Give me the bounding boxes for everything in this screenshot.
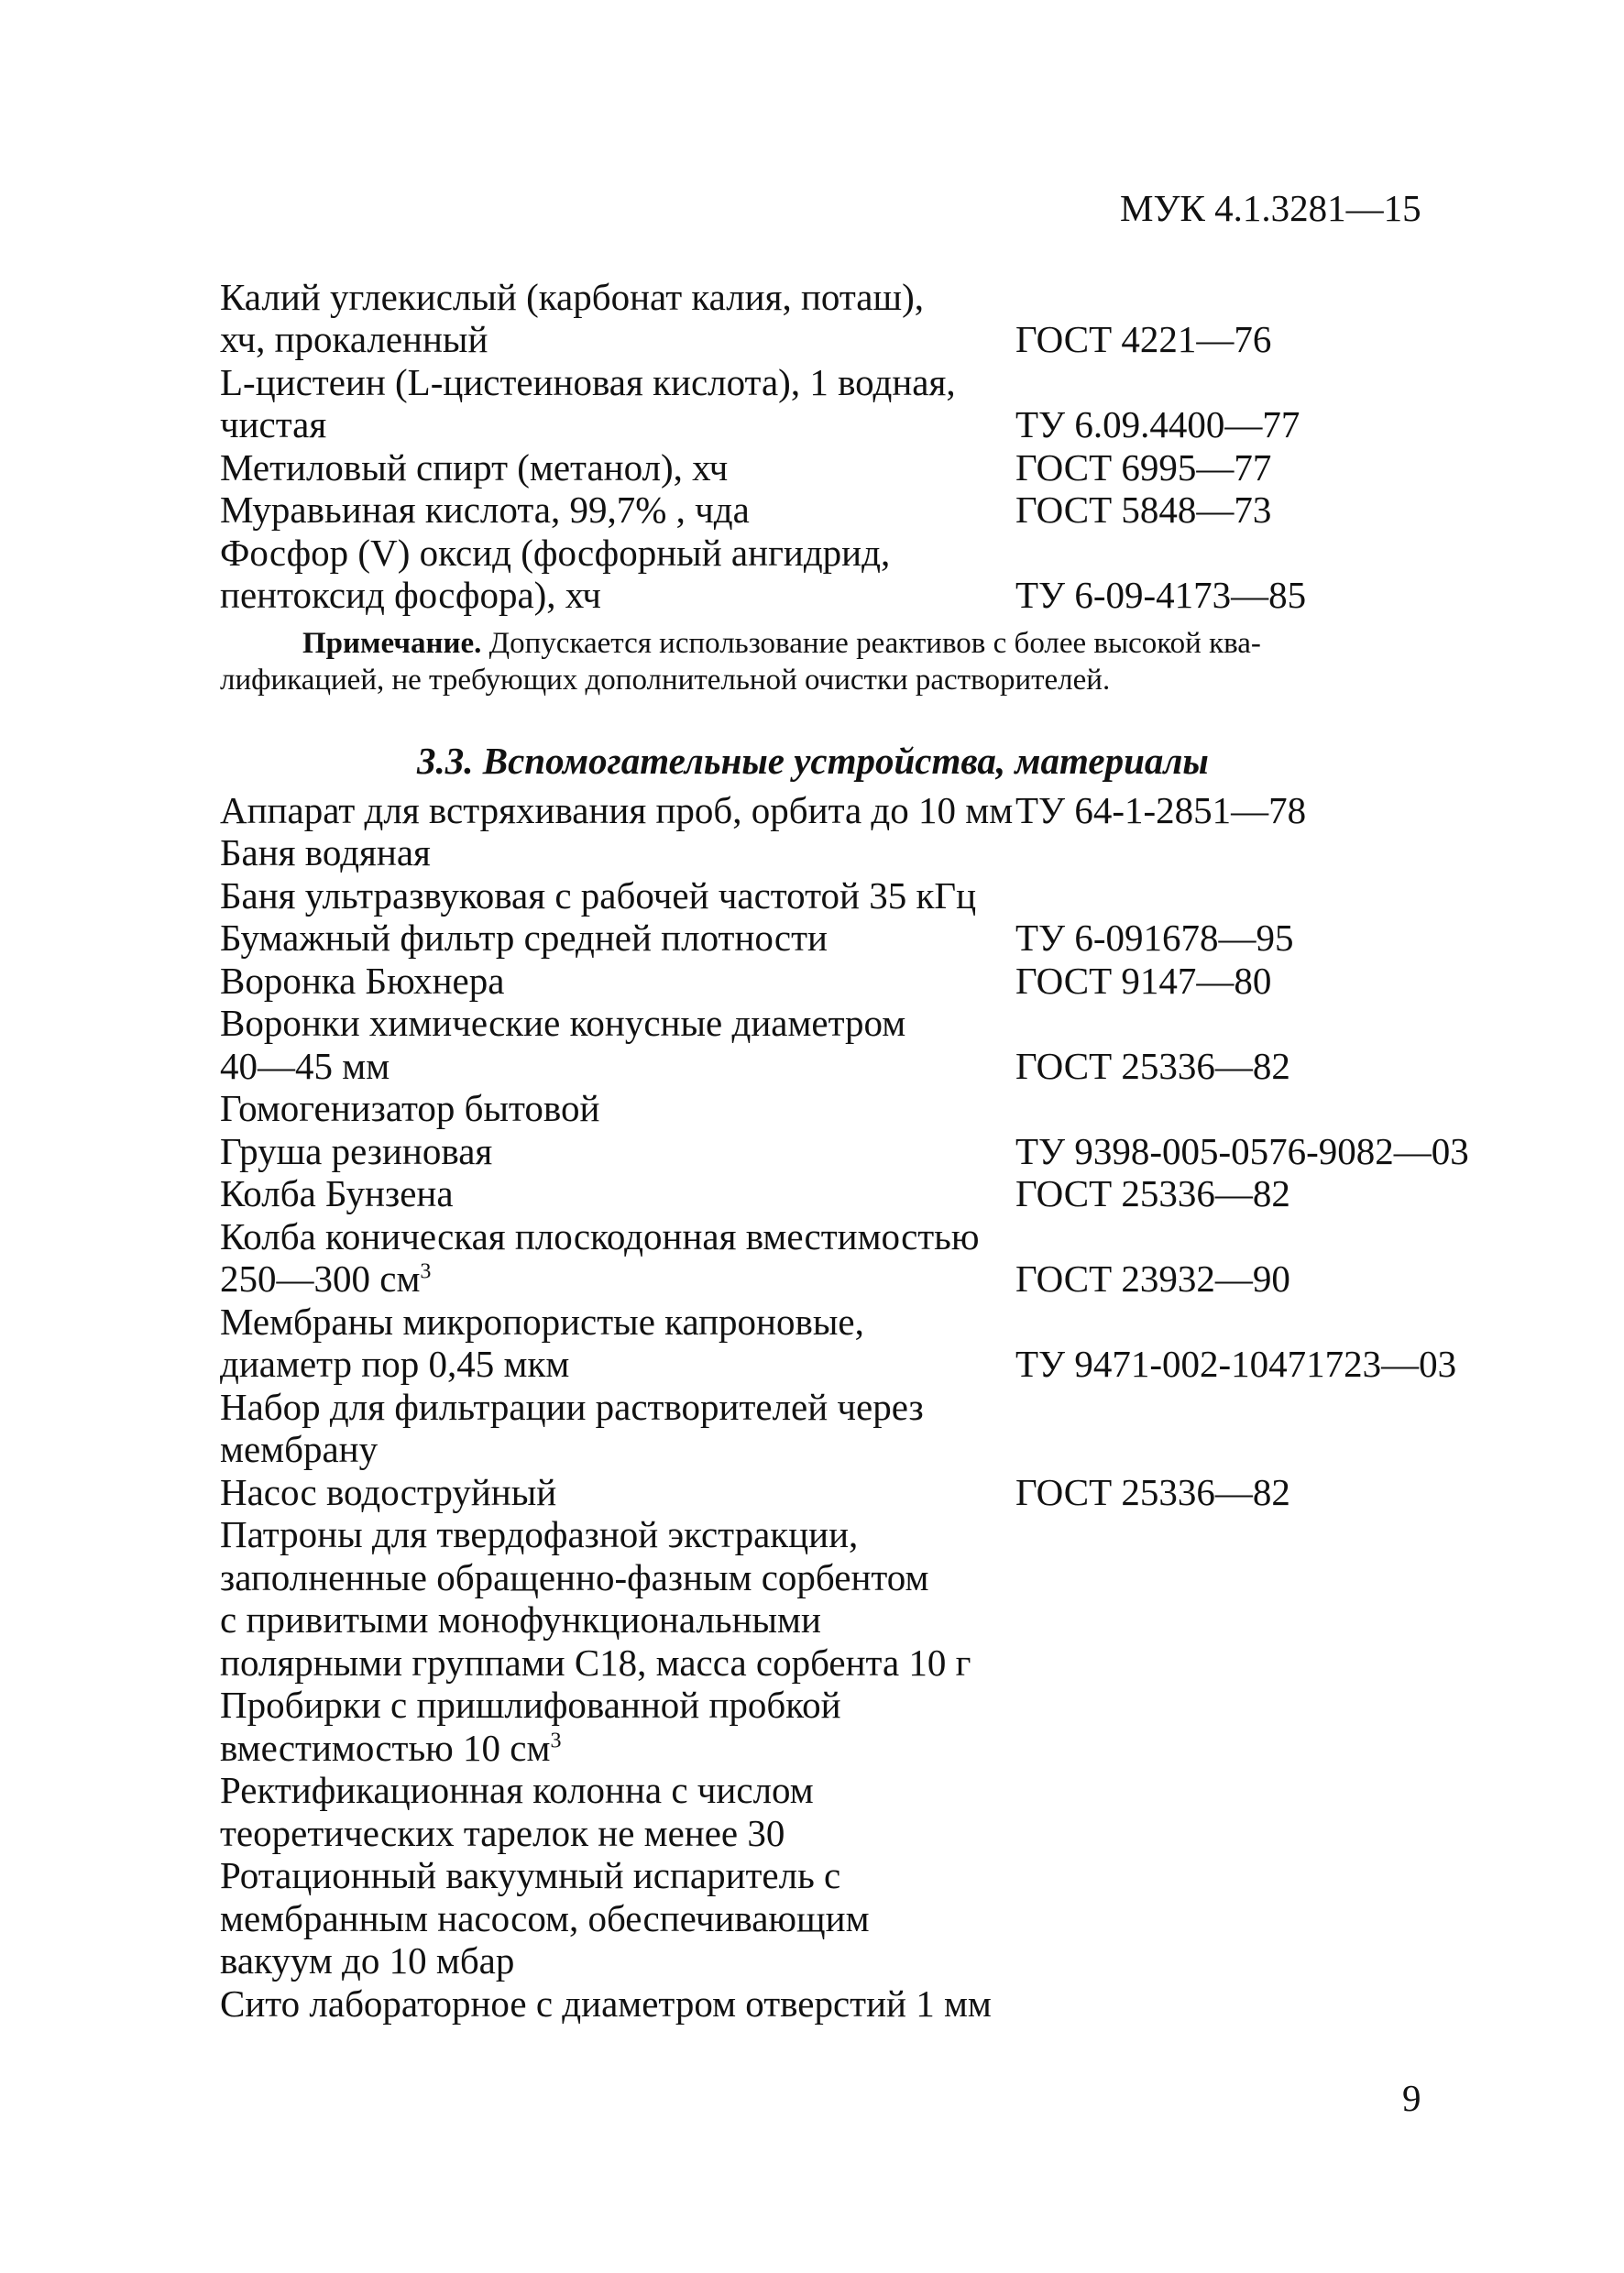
materials-list [220,788,1503,2025]
material-row [220,1811,1503,1854]
material-standard: ТУ 6-091678—95 [1015,917,1294,959]
material-name: Колба коническая плоскодонная вместимостью [220,1214,980,1257]
material-name: мембранным насосом, обеспечивающим [220,1896,870,1939]
material-row [220,1044,1503,1087]
material-name: Воронка Бюхнера [220,959,505,1002]
reagent-row [220,360,1503,403]
reagent-row [220,574,1503,617]
material-row [220,1257,1503,1301]
material-name: Патроны для твердофазной экстракции, [220,1513,859,1555]
material-name: Ротационный вакуумный испаритель с [220,1854,841,1896]
material-row [220,1214,1503,1257]
reagent-name: Фосфор (V) оксид (фосфорный ангидрид, [220,531,891,574]
reagent-name: Метиловый спирт (метанол), хч [220,445,729,489]
reagent-row [220,403,1503,446]
reagent-row [220,318,1503,361]
reagent-standard: ГОСТ 5848—73 [1015,489,1272,531]
material-row [220,1896,1503,1939]
material-name: диаметр пор 0,45 мкм [220,1343,570,1385]
material-row [220,1939,1503,1982]
reagent-name: L-цистеин (L-цистеиновая кислота), 1 водная, [220,360,956,403]
note-text-line1: Допускается использование реактивов с более высокой ква- [481,627,1261,660]
material-name: Насос водоструйный [220,1470,557,1513]
material-row [220,1470,1503,1513]
reagent-row [220,275,1503,318]
reagent-standard: ТУ 6.09.4400—77 [1015,403,1300,445]
section-title: 3.3. Вспомогательные устройства, материалы [417,740,1209,782]
material-row [220,873,1503,917]
material-name: Бумажный фильтр средней плотности [220,917,828,959]
reagent-standard: ГОСТ 4221—76 [1015,318,1272,360]
note-text-line2: лификацией, не требующих дополнительной очистки растворителей. [220,664,1111,697]
material-name: мембрану [220,1428,379,1470]
material-standard: ГОСТ 25336—82 [1015,1172,1290,1214]
reagent-row [220,489,1503,532]
material-row [220,1002,1503,1045]
material-standard: ГОСТ 25336—82 [1015,1044,1290,1087]
reagent-row [220,531,1503,574]
material-row [220,1726,1503,1769]
material-row [220,1343,1503,1386]
material-row [220,1982,1503,2025]
material-standard: ТУ 64-1-2851—78 [1015,788,1307,831]
material-name: Баня ультразвуковая с рабочей частотой 35 кГц [220,873,977,917]
material-name: Колба Бунзена [220,1172,454,1214]
material-name: Баня водяная [220,831,431,873]
material-name: с привитыми монофункциональными [220,1598,821,1641]
material-name: 250—300 $см^3$ [220,1257,432,1300]
material-row [220,1300,1503,1343]
material-row [220,1129,1503,1172]
material-row [220,917,1503,960]
material-standard: ГОСТ 25336—82 [1015,1470,1290,1513]
material-name: Мембраны микропористые капроновые, [220,1300,864,1343]
material-row [220,1769,1503,1812]
material-standard: ГОСТ 9147—80 [1015,959,1272,1002]
note-label: Примечание. [302,627,482,660]
material-row [220,1385,1503,1428]
material-standard: ГОСТ 23932—90 [1015,1257,1290,1300]
material-name: Гомогенизатор бытовой [220,1087,600,1129]
material-name: Воронки химические конусные диаметром [220,1002,906,1044]
material-name: вместимостью 10 $см^3$ [220,1726,562,1769]
material-row [220,1641,1503,1684]
reagent-standard: ГОСТ 6995—77 [1015,445,1272,489]
page-number: 9 [1402,2077,1421,2119]
material-row [220,1513,1503,1556]
material-row [220,1684,1503,1727]
material-name: Пробирки с пришлифованной пробкой [220,1684,841,1726]
material-name: Ректификационная колонна с числом [220,1769,814,1811]
material-name: теоретических тарелок не менее 30 [220,1811,785,1854]
material-row [220,1172,1503,1215]
material-row [220,1854,1503,1897]
reagent-name: Калий углекислый (карбонат калия, поташ), [220,275,924,318]
superscript: 3 [550,1728,562,1752]
reagent-name: Муравьиная кислота, 99,7% , чда [220,489,750,531]
material-name: 40—45 мм [220,1044,390,1087]
material-standard: ТУ 9471-002-10471723—03 [1015,1343,1457,1385]
material-name: Аппарат для встряхивания проб, орбита до 10 мм [220,788,1014,831]
reagent-name: пентоксид фосфора), хч [220,574,601,616]
document-code-header: МУК 4.1.3281—15 [1120,187,1421,229]
superscript: 3 [420,1259,432,1284]
material-row [220,1428,1503,1471]
reagents-list [220,275,1503,616]
reagent-standard: ТУ 6-09-4173—85 [1015,574,1307,616]
material-row [220,1087,1503,1130]
reagent-name: хч, прокаленный [220,318,488,360]
material-row [220,1598,1503,1642]
material-standard: ТУ 9398-005-0576-9082—03 [1015,1129,1469,1172]
material-row [220,959,1503,1002]
reagent-name: чистая [220,403,327,445]
material-name: полярными группами С18, масса сорбента 10 г [220,1641,971,1684]
note-paragraph [302,625,1432,662]
material-name: вакуум до 10 мбар [220,1939,515,1982]
reagent-row [220,445,1503,489]
material-name: Набор для фильтрации растворителей через [220,1385,924,1428]
material-name: заполненные обращенно-фазным сорбентом [220,1555,929,1598]
material-name: Груша резиновая [220,1129,493,1172]
material-name: Сито лабораторное с диаметром отверстий 1 мм [220,1982,992,2025]
material-row [220,788,1503,831]
material-row [220,1555,1503,1598]
material-row [220,831,1503,874]
